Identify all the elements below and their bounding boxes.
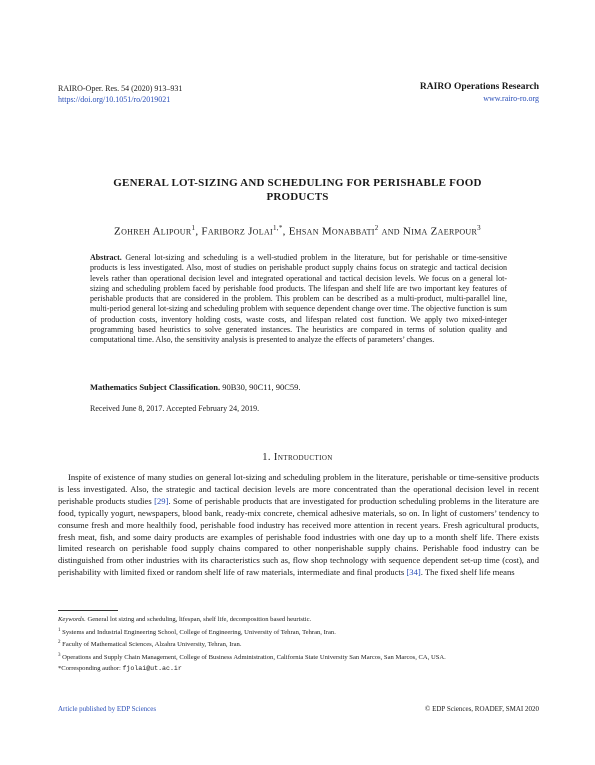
title-line-2: PRODUCTS bbox=[266, 191, 329, 203]
author-affiliation: 3 bbox=[477, 224, 481, 232]
keywords-text: General lot sizing and scheduling, lifespan, shelf life, decomposition based heuristic. bbox=[87, 616, 312, 623]
abstract-text: General lot-sizing and scheduling is a well-studied problem in the literature, but for perishable or time-sensitive products is less investigated. Also, most of studies on perishable product supply chains focus on strategic and tactical decision levels rather than operational decision level and integrated operational and tactical decision levels. We focus on a general lot-sizing and scheduling problem faced by perishable food products. The lifespan and shelf life are two important key features of perishable products that are considered in the problem. This problem can be described as a multi-product, multi-parallel line, multi-period general lot-sizing and scheduling problem with sequence dependent change over time. The objective function is sum of production costs, inventory holding costs, waste costs, and lifespan related cost function. We apply two mixed-integer programming based heuristics to solve generated instances. The heuristics are compared in terms of solution quality and computational time. Also, the sensitivity analysis is presented to analyze the effects of parameters’ changes. bbox=[90, 253, 508, 345]
affiliation-number: 1 bbox=[58, 627, 61, 633]
author-name: Fariborz Jolai bbox=[201, 225, 273, 238]
footer-left bbox=[58, 705, 156, 713]
msc-classification bbox=[90, 382, 507, 392]
corresponding-label: *Corresponding author: bbox=[58, 664, 123, 672]
affiliation-number: 3 bbox=[58, 653, 61, 659]
received-date: Received June 8, 2017. Accepted February 24, 2019. bbox=[90, 404, 260, 413]
citation-link[interactable]: [34] bbox=[406, 567, 421, 578]
para-text: . The fixed shelf life means bbox=[420, 567, 515, 578]
author-name: Nima Zaerpour bbox=[402, 225, 478, 238]
affiliation-footnote bbox=[58, 627, 539, 638]
author-name: Zohreh Alipour bbox=[114, 225, 192, 238]
abstract bbox=[90, 253, 507, 346]
msc-codes: 90B30, 90C11, 90C59. bbox=[222, 382, 301, 392]
doi-link[interactable]: https://doi.org/10.1051/ro/2019021 bbox=[58, 95, 171, 104]
affiliation-text: Operations and Supply Chain Management, College of Business Administration, California State University San Marcos, San Marcos, CA, USA. bbox=[62, 654, 446, 662]
title-line-1: GENERAL LOT-SIZING AND SCHEDULING FOR PERISHABLE FOOD bbox=[113, 177, 482, 189]
affiliation-footnote bbox=[58, 639, 539, 650]
author-affiliation: 1 bbox=[191, 224, 196, 232]
affiliation-text: Faculty of Mathematical Sciences, Alzahra University, Tehran, Iran. bbox=[62, 641, 242, 649]
section-heading: 1. Introduction bbox=[262, 452, 333, 463]
author-affiliation: 1,* bbox=[273, 224, 283, 232]
msc-label: Mathematics Subject Classification. bbox=[90, 382, 221, 392]
author-affiliation: 2 bbox=[374, 224, 379, 232]
author-separator: , bbox=[282, 225, 289, 238]
para-text: Inspite of existence of many studies on general lot-sizing and scheduling problem in the literature, perishable or time-sensitive products is less investigated. Also, the strategic and tactical decision levels are more concentrated than the operational decision level in recent perishable products studies bbox=[58, 472, 539, 506]
keywords-label: Keywords. bbox=[58, 616, 86, 623]
affiliation-number: 2 bbox=[58, 640, 61, 646]
journal-name: RAIRO Operations Research bbox=[419, 82, 539, 92]
publisher-link[interactable]: Article published by EDP Sciences bbox=[58, 705, 157, 713]
citation-link[interactable]: [29] bbox=[154, 495, 169, 506]
corresponding-author bbox=[58, 665, 539, 674]
author-separator: and bbox=[378, 225, 403, 238]
paper-title bbox=[60, 176, 535, 204]
header-right bbox=[420, 82, 539, 104]
introduction-paragraph bbox=[58, 472, 539, 579]
footnote-rule bbox=[58, 610, 118, 611]
website-link[interactable]: www.rairo-ro.org bbox=[483, 94, 539, 103]
citation: RAIRO-Oper. Res. 54 (2020) 913–931 bbox=[58, 84, 183, 93]
keywords-footnote bbox=[58, 616, 539, 625]
author-separator: , bbox=[195, 225, 202, 238]
abstract-label: Abstract. bbox=[90, 253, 122, 262]
header-left bbox=[58, 83, 182, 105]
affiliation-text: Systems and Industrial Engineering School, College of Engineering, University of Tehran, Tehran, Iran. bbox=[62, 628, 336, 636]
corresponding-email[interactable]: fjolai@ut.ac.ir bbox=[122, 664, 182, 672]
author-name: Ehsan Monabbati bbox=[288, 225, 375, 238]
para-text: . Some of perishable products that are investigated for production scheduling problems in the literature are food, typically yogurt, newspapers, blood bank, ready-mix concrete, chemical adhesive materials, so on. In light of customers’ tendency to consume fresh and more healthily food, perishable food industry has received more attention in recent years. Fresh agricultural products, fresh meat, fish, and some dairy products are examples of perishable food industries with one day up to a month shelf life. There exists limited research on perishable food supply chains compared to other nonperishable supply chains. Perishable food industry can be distinguished from other industries with its characteristics such as, flow shop technology with sequence dependent set-up time (cost), and perishability with limited fixed or random shelf life of raw materials, intermediate and final products bbox=[58, 495, 539, 578]
footnotes bbox=[58, 614, 539, 674]
footer-copyright: © EDP Sciences, ROADEF, SMAI 2020 bbox=[425, 705, 539, 713]
affiliation-footnote bbox=[58, 652, 539, 663]
author-list bbox=[40, 224, 555, 238]
